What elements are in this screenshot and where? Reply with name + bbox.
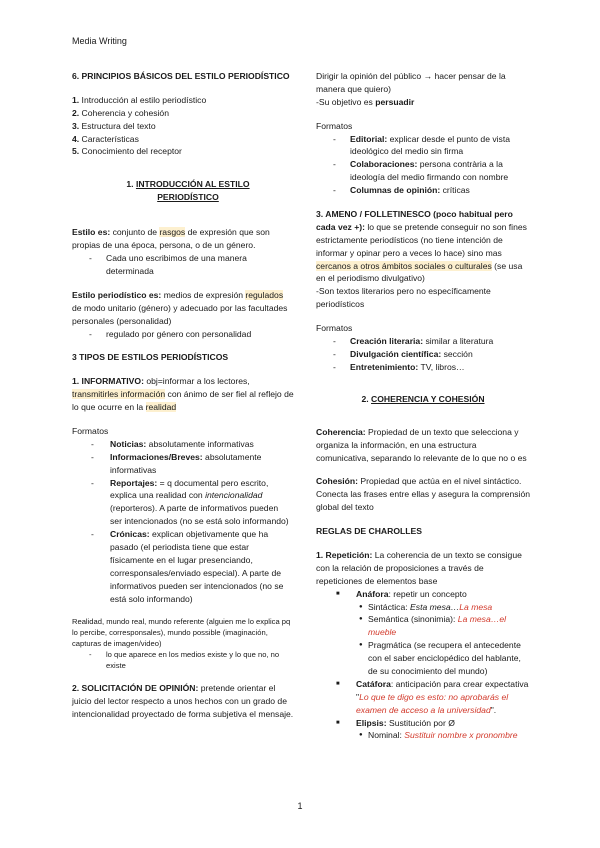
formatos-label: Formatos [72, 426, 109, 436]
reglas-title: REGLAS DE CHAROLLES [316, 526, 422, 537]
elipsis-item: ■ Elipsis: Sustitución por Ø ● Nominal: Sustituir nombre x pronombre [316, 717, 530, 743]
format-item: - Reportajes: = q documental pero escrito, explica una realidad con intencionalidad (reporteros). A parte de informativos pueden ser intencionados (no se está solo informando) [72, 477, 290, 529]
cohesion-definition: Cohesión: Propiedad que actúa en el nivel sintáctico. Conecta las frases entre ellas y asegura la comprensión global del texto [316, 476, 531, 513]
format-item: - Informaciones/Breves: absolutamente informativas [72, 451, 290, 477]
format-item: - Noticias: absolutamente informativas [72, 438, 290, 451]
realidad-note: Realidad, mundo real, mundo referente (alguien me lo explica pq lo percibe, corresponsales), mundo possible (imaginación, capturas de imagen/video) [72, 617, 291, 649]
format-item: - Divulgación científica: sección [316, 348, 526, 361]
catafora-item: ■ Catáfora: anticipación para crear expectativa "Lo que te digo es esto: no aprobarás el examen de acceso a la universidad". [316, 678, 530, 717]
elipsis-subitem: ● Nominal: Sustituir nombre x pronombre [356, 729, 530, 742]
format-item: - Columnas de opinión: críticas [316, 184, 526, 197]
informativo-paragraph: 1. INFORMATIVO: obj=informar a los lectores, transmitirles información con ánimo de ser fiel al reflejo de lo que ocurre en la realidad [72, 376, 294, 413]
ameno-note: -Son textos literarios pero no específicamente periodísticos [316, 286, 491, 310]
format-item: - Crónicas: explican objetivamente que ha pasado (el periodista tiene que estar físicamente en el lugar presenciando, corresponsales/enviado especial). A parte de informativos pueden ser intencionados (no se está solo informando) [72, 528, 290, 605]
anafora-subitem: ● Pragmática (se recupera el antecedente con el saber enciclopédico del hablante, de su conocimiento del mundo) [356, 639, 530, 678]
repeticion-paragraph: 1. Repetición: La coherencia de un texto se consigue con la relación de proposiciones a través de repeticiones de elementos base [316, 550, 522, 586]
left-column [72, 70, 294, 721]
realidad-dash: - lo que aparece en los medios existe y lo que no, no existe [72, 649, 290, 671]
page-number: 1 [297, 801, 303, 811]
intro-heading: 1. INTRODUCCIÓN AL ESTILO PERIODÍSTICO [126, 178, 250, 202]
estilo-definition: Estilo es: conjunto de rasgos de expresión que son propias de una época, persona, o de un género. [72, 227, 270, 251]
right-column [316, 70, 530, 742]
estilo-note: - Cada uno escribimos de una manera determinada [72, 252, 290, 278]
objetivo-line: -Su objetivo es persuadir [316, 96, 415, 107]
toc-item: 3. Estructura del texto [72, 120, 156, 131]
tipos-title: 3 TIPOS DE ESTILOS PERIODÍSTICOS [72, 352, 229, 363]
section-6-title: 6. PRINCIPIOS BÁSICOS DEL ESTILO PERIODÍSTICO [72, 71, 290, 81]
coherencia-heading: 2. COHERENCIA Y COHESIÓN [361, 394, 485, 405]
solicitacion-paragraph: 2. SOLICITACIÓN DE OPINIÓN: pretende orientar el juicio del lector respecto a unos hechos con un grado de intencionalidad proyectado de forma subjetiva el mensaje. [72, 683, 294, 720]
format-item: - Creación literaria: similar a literatura [316, 335, 526, 348]
toc-item: 1. Introducción al estilo periodístico [72, 94, 207, 105]
ameno-paragraph: 3. AMENO / FOLLETINESCO (poco habitual pero cada vez +): lo que se pretende conseguir no son fines estrictamente periodísticos (no tiene intención de informar y opinar pero a veces lo hace) sino mas cercanos a otros ámbitos sociales o culturales (se usa en el periodismo divulgativo) [316, 209, 527, 284]
formatos-label: Formatos [316, 120, 353, 131]
format-item: - Editorial: explicar desde el punto de vista ideológico del medio sin firma [316, 133, 526, 159]
format-item: - Entretenimiento: TV, libros… [316, 361, 526, 374]
toc-list [72, 94, 294, 158]
formatos-label: Formatos [316, 323, 353, 334]
toc-item: 5. Conocimiento del receptor [72, 146, 182, 157]
page-header: Media Writing [72, 36, 127, 46]
anafora-subitem: ● Sintáctica: Esta mesa…La mesa [356, 601, 530, 614]
coherencia-definition: Coherencia: Propiedad de un texto que selecciona y organiza la información, en una estructura comunicativa, separando lo relevante de lo que no o es [316, 426, 527, 463]
anafora-subitem: ● Semántica (sinonimia): La mesa…el mueble [356, 613, 530, 639]
estilo-periodistico-note: - regulado por género con personalidad [72, 328, 290, 341]
toc-item: 2. Coherencia y cohesión [72, 107, 169, 118]
estilo-periodistico-definition: Estilo periodístico es: medios de expresión regulados de modo unitario (género) y adecuado por las facultades personales (personalidad) [72, 289, 288, 326]
anafora-item: ■ Anáfora: repetir un concepto ● Sintáctica: Esta mesa…La mesa ● Semántica (sinonimia): La mesa…el mueble ● Pragmática (se recupera el antecedente con el saber enciclopédico del hablante, de su conocimiento del mundo) [316, 588, 530, 678]
dirigir-opinion: Dirigir la opinión del público → hacer pensar de la manera que quiero) [316, 71, 506, 94]
format-item: - Colaboraciones: persona contrària a la ideología del medio firmando con nombre [316, 158, 526, 184]
toc-item: 4. Características [72, 133, 139, 144]
